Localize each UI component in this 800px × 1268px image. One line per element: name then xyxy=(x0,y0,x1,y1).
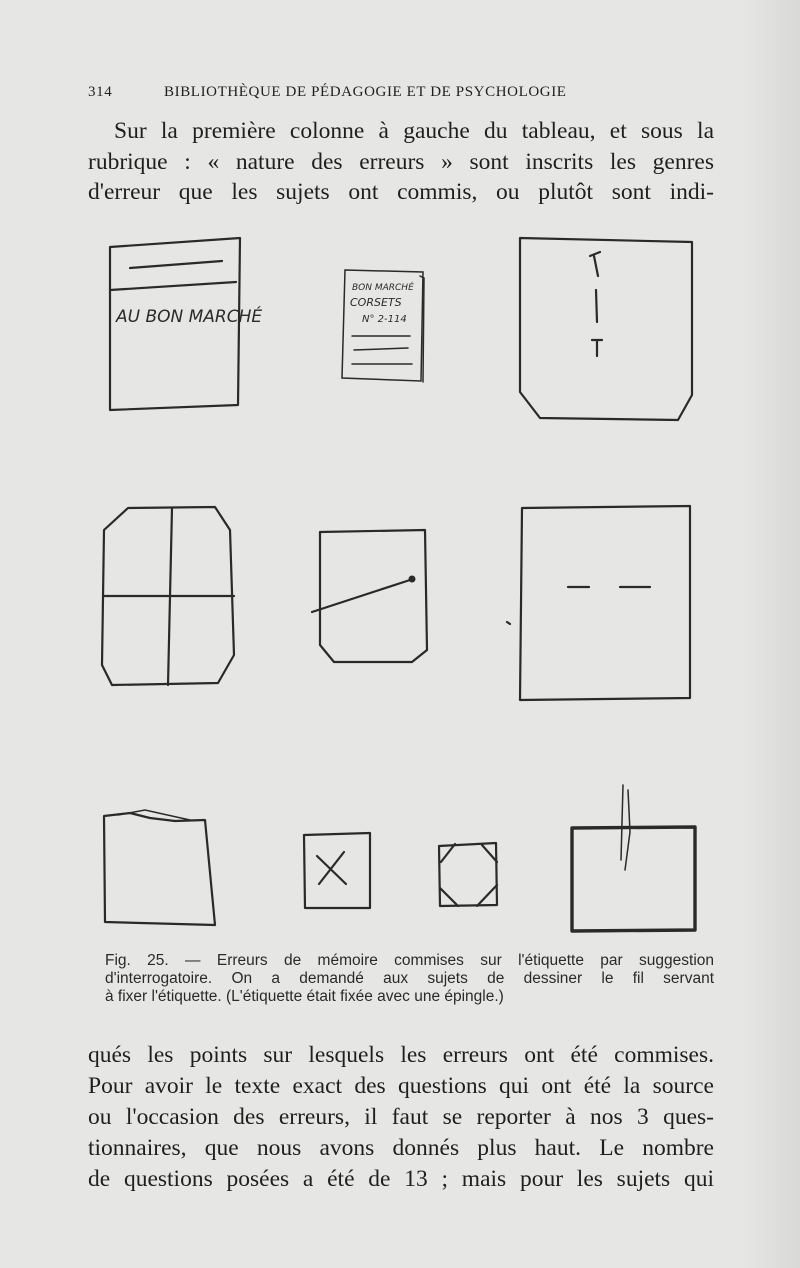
sketch-tag-line: N° 2-114 xyxy=(362,314,407,325)
sketch-label-with-needle xyxy=(312,530,427,662)
sketch-box-with-x xyxy=(304,833,370,908)
sketch-label-text: AU BON MARCHÉ xyxy=(116,307,263,327)
figure-caption xyxy=(88,952,714,1006)
paragraph-bottom-line: de questions posées a été de 13 ; mais pour les sujets qui xyxy=(88,1166,714,1192)
paragraph-bottom-line: ou l'occasion des erreurs, il faut se reporter à nos 3 ques- xyxy=(88,1104,714,1130)
paragraph-bottom-line: Pour avoir le texte exact des questions qui ont été la source xyxy=(88,1073,714,1099)
paragraph-bottom xyxy=(88,1040,714,1195)
paragraph-bottom-line: qués les points sur lesquels les erreurs ont été commises. xyxy=(88,1042,714,1068)
paragraph-top xyxy=(88,116,714,208)
paragraph-top-line: Sur la première colonne à gauche du tableau, et sous la xyxy=(114,118,714,144)
paragraph-bottom-line: tionnaires, que nous avons donnés plus haut. Le nombre xyxy=(88,1135,714,1161)
sketch-label-with-dashes xyxy=(507,506,690,700)
paragraph-top-line: d'erreur que les sujets ont commis, ou plutôt sont indi- xyxy=(88,179,714,205)
caption-line: d'interrogatoire. On a demandé aux sujets de dessiner le fil servant xyxy=(105,970,714,987)
sketch-plain-label xyxy=(104,810,215,925)
figure-25 xyxy=(0,220,800,945)
figure-sketches xyxy=(0,220,800,945)
sketch-label-with-cross-thread xyxy=(102,507,234,685)
running-head xyxy=(88,84,648,106)
sketch-tag-line: CORSETS xyxy=(350,296,402,309)
sketch-small-tag xyxy=(342,270,424,382)
sketch-label-with-pin xyxy=(520,238,692,420)
page-number: 314 xyxy=(88,84,113,100)
running-title: BIBLIOTHÈQUE DE PÉDAGOGIE ET DE PSYCHOLOGIE xyxy=(164,84,567,100)
sketch-box-with-thread xyxy=(572,785,695,931)
sketch-label-with-text xyxy=(110,238,262,410)
sketch-box-with-corners xyxy=(439,843,497,906)
paragraph-top-line: rubrique : « nature des erreurs » sont inscrits les genres xyxy=(88,148,714,175)
caption-line: à fixer l'étiquette. (L'étiquette était fixée avec une épingle.) xyxy=(105,988,504,1005)
caption-line: Fig. 25. — Erreurs de mémoire commises sur l'étiquette par suggestion xyxy=(105,952,714,969)
sketch-tag-line: BON MARCHÉ xyxy=(352,283,414,293)
